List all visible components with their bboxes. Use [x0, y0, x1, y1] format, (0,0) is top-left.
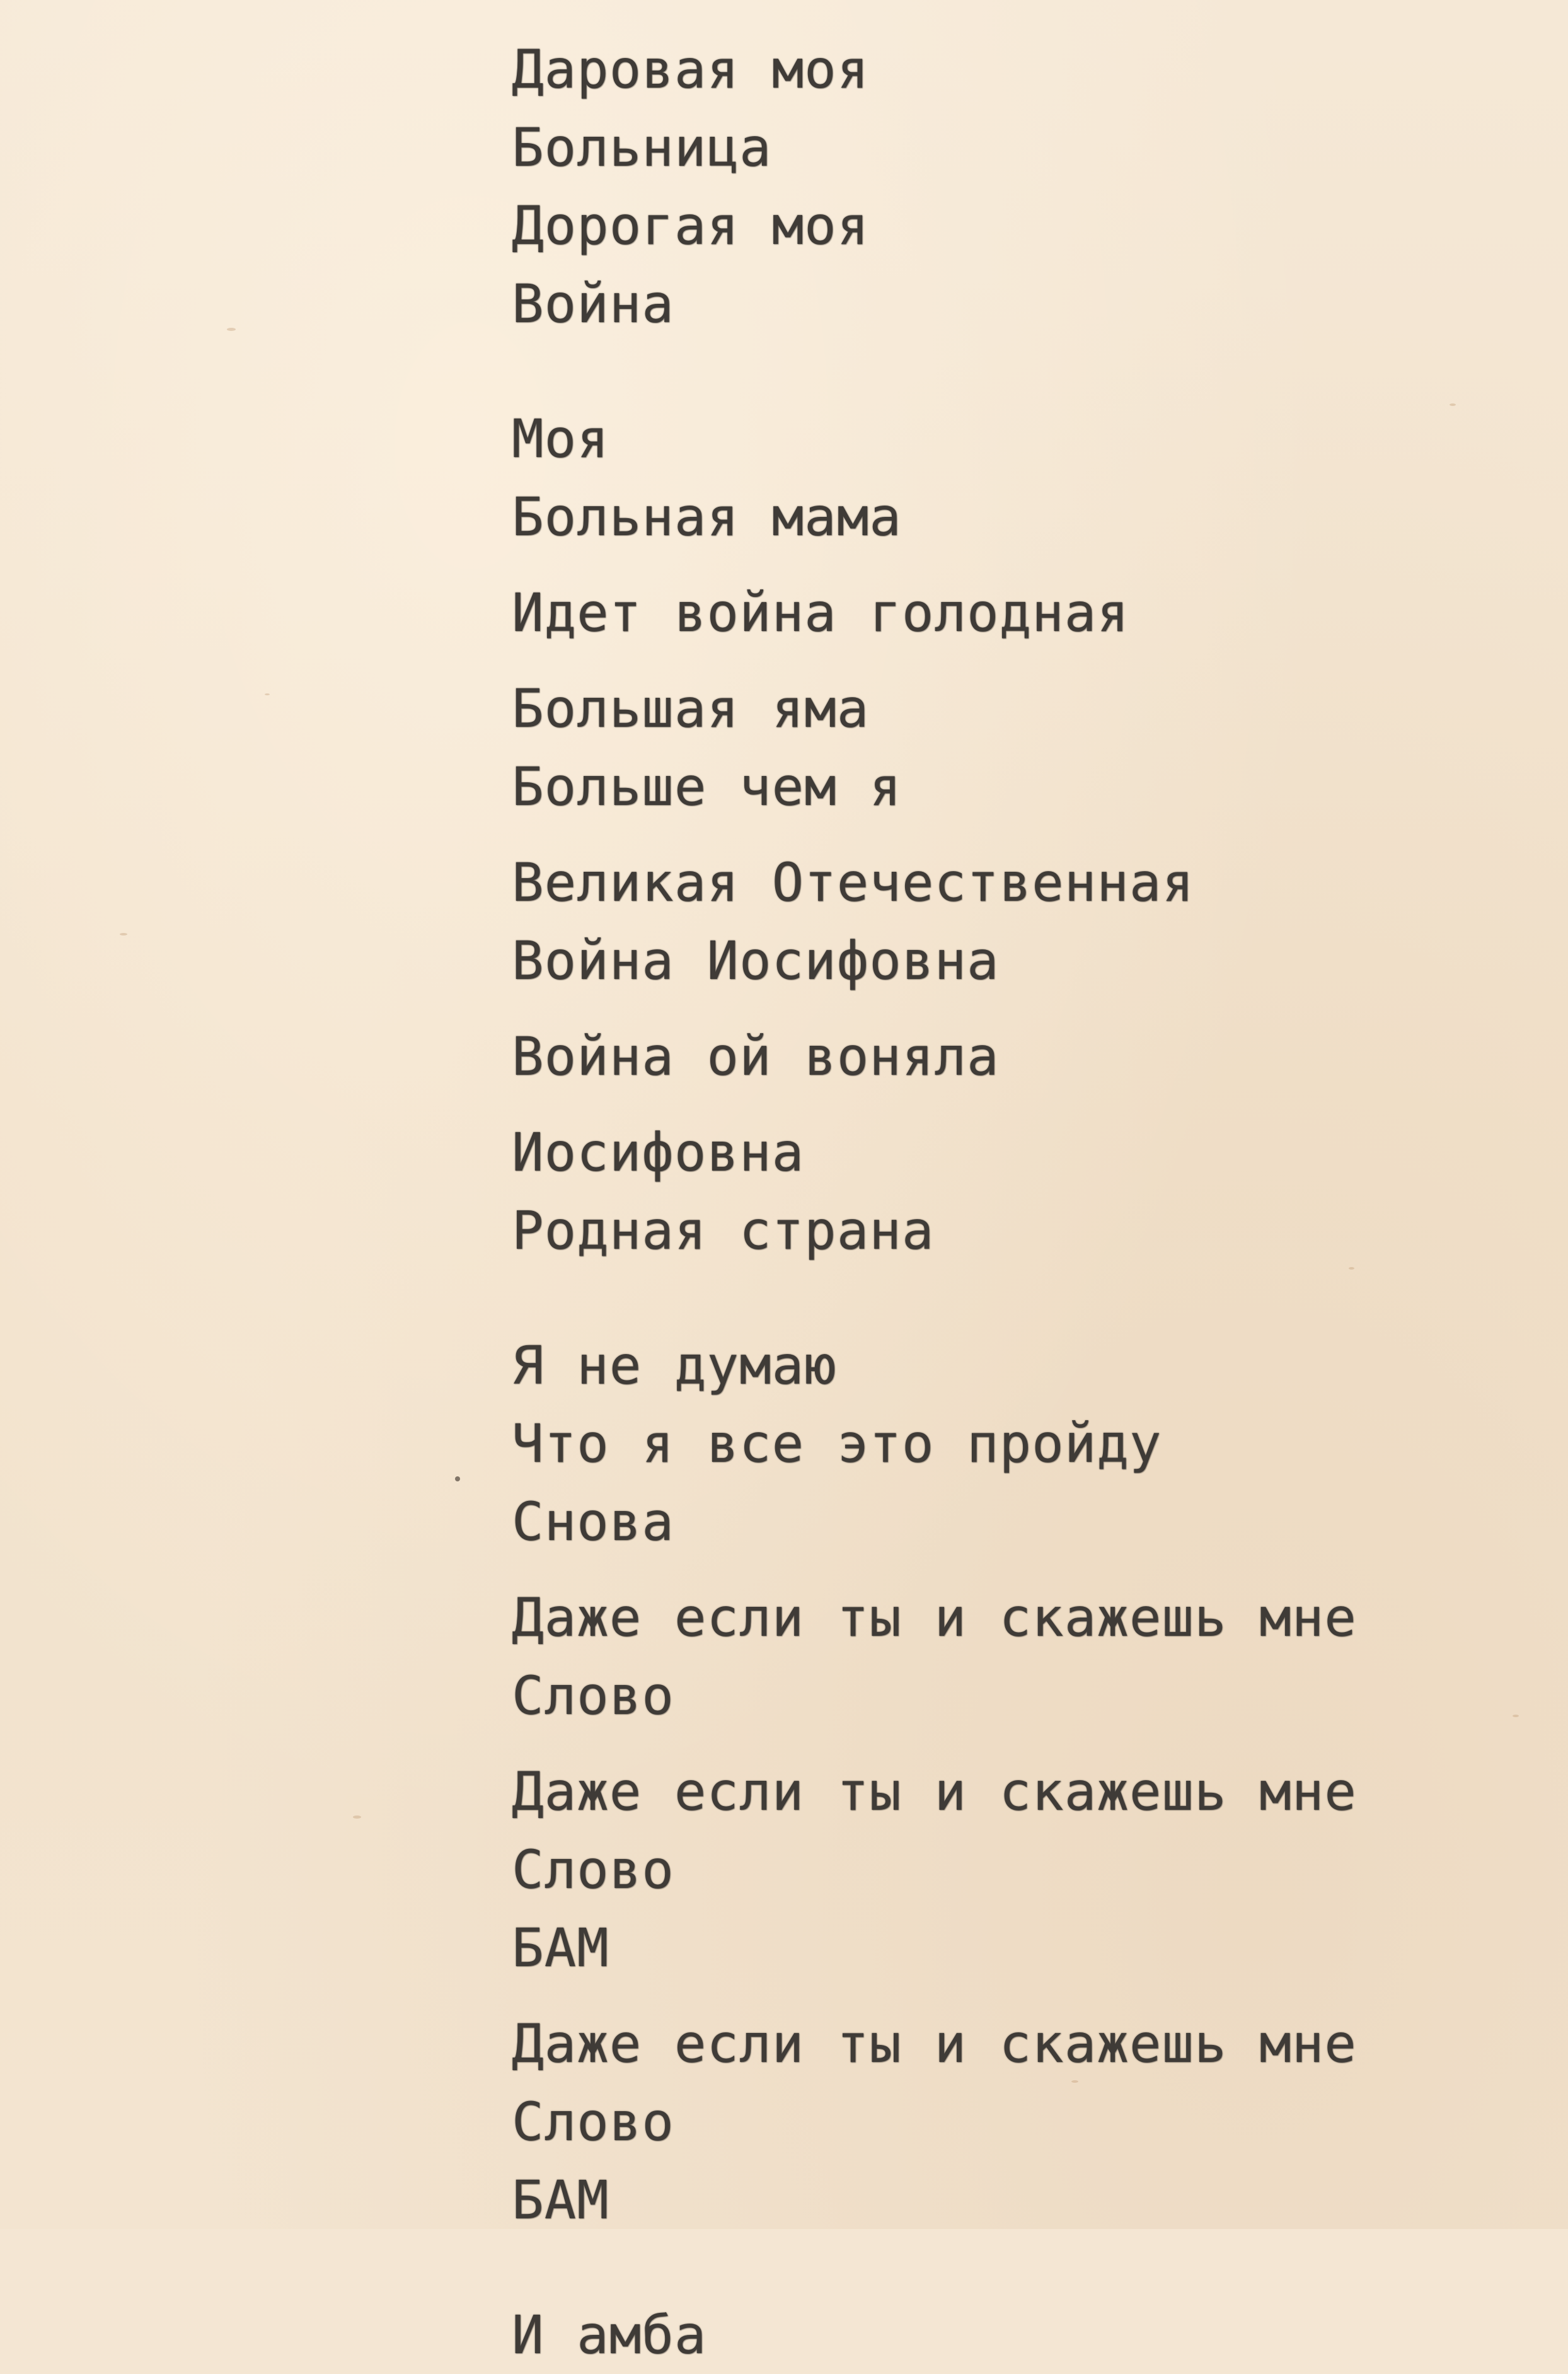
poem-line: БАМ — [512, 2169, 609, 2231]
ink-speck — [455, 1476, 460, 1481]
poem-line: Больше чем я — [512, 756, 902, 818]
poem-line: И амба — [512, 2304, 707, 2366]
poem-line: Моя — [512, 408, 609, 470]
poem-line: Больная мама — [512, 486, 902, 548]
stanza-gap — [512, 1000, 1545, 1017]
stanza-gap — [512, 1270, 1545, 1326]
poem-line: Что я все это пройду — [512, 1413, 1162, 1474]
poem-line: Война ой воняла — [512, 1026, 1000, 1087]
poem-line: Война Иосифовна — [512, 930, 1000, 992]
stanza-gap — [512, 2239, 1545, 2296]
poem-line: Даровая моя — [512, 38, 870, 100]
poem-line: Даже если ты и скажешь мне — [512, 1587, 1357, 1648]
stanza-gap — [512, 826, 1545, 843]
poem-line: Я не думаю — [512, 1335, 837, 1396]
poem-line: Большая яма — [512, 678, 870, 739]
poem-line: Слово — [512, 2091, 674, 2153]
poem-line: Великая Отечественная — [512, 852, 1195, 913]
poem-line: Дорогая моя — [512, 195, 870, 257]
paper-fiber — [353, 1815, 361, 1819]
poem-line: Иосифовна — [512, 1121, 805, 1183]
poem-line: Родная страна — [512, 1200, 935, 1261]
typed-poem — [512, 30, 1545, 2374]
stanza-gap — [512, 1561, 1545, 1578]
stanza-gap — [512, 652, 1545, 669]
poem-line: Война — [512, 273, 674, 335]
stanza-gap — [512, 1096, 1545, 1113]
poem-line: Идет война голодная — [512, 582, 1129, 644]
stanza-gap — [512, 1735, 1545, 1752]
paper-fiber — [227, 328, 236, 331]
poem-line: Слово — [512, 1665, 674, 1727]
stanza-gap — [512, 556, 1545, 574]
paper-fiber — [120, 933, 127, 935]
poem-line: Даже если ты и скажешь мне — [512, 2013, 1357, 2075]
poem-line: Снова — [512, 1491, 674, 1553]
poem-line: Даже если ты и скажешь мне — [512, 1761, 1357, 1822]
stanza-gap — [512, 1987, 1545, 2005]
paper-fiber — [265, 693, 270, 695]
poem-line: Больница — [512, 117, 772, 178]
poem-line: Слово — [512, 1839, 674, 1901]
poem-line: БАМ — [512, 1917, 609, 1979]
stanza-gap — [512, 343, 1545, 400]
